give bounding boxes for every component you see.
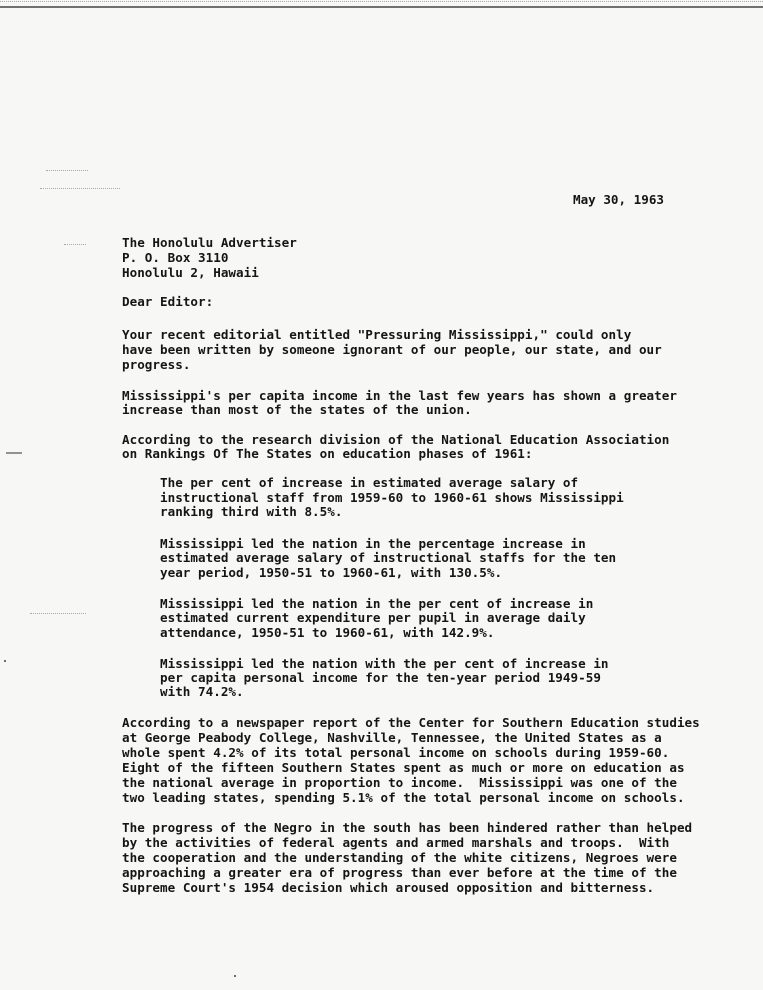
indented-line: Mississippi led the nation in the per cent of increase in: [160, 596, 594, 611]
paragraph-line: Eight of the fifteen Southern States spent as much or more on education as: [122, 760, 685, 775]
paragraph-line: Supreme Court's 1954 decision which aroused opposition and bitterness.: [122, 880, 655, 895]
top-edge-mark: [0, 1, 763, 2]
paragraph-line: approaching a greater era of progress than ever before at the time of the: [122, 865, 677, 880]
paragraph-line: at George Peabody College, Nashville, Tennessee, the United States as a: [122, 730, 662, 745]
indented-line: attendance, 1950-51 to 1960-61, with 142.9%.: [160, 625, 495, 640]
margin-dot: [234, 975, 236, 977]
paragraph-line: whole spent 4.2% of its total personal income on schools during 1959-60.: [122, 745, 670, 760]
salutation: Dear Editor:: [122, 294, 214, 309]
indented-line: The per cent of increase in estimated average salary of: [160, 475, 579, 490]
paragraph-line: two leading states, spending 5.1% of the total personal income on schools.: [122, 790, 685, 805]
indented-line: estimated average salary of instructional staffs for the ten: [160, 550, 617, 565]
letter-date: May 30, 1963: [573, 192, 664, 207]
margin-speck: [6, 452, 22, 454]
margin-speck: [30, 613, 86, 614]
indented-line: instructional staff from 1959-60 to 1960-61 shows Mississippi: [160, 490, 624, 505]
paragraph-line: progress.: [122, 357, 191, 372]
margin-speck: [40, 188, 120, 189]
paragraph-line: on Rankings Of The States on education phases of 1961:: [122, 446, 533, 461]
paragraph-line: The progress of the Negro in the south has been hindered rather than helped: [122, 820, 693, 835]
margin-dot: [4, 660, 6, 662]
indented-line: with 74.2%.: [160, 684, 244, 699]
indented-line: year period, 1950-51 to 1960-61, with 130.5%.: [160, 565, 503, 580]
top-edge-rule: [0, 6, 763, 8]
margin-speck: [46, 170, 88, 171]
indented-line: Mississippi led the nation in the percentage increase in: [160, 536, 586, 551]
address-line: Honolulu 2, Hawaii: [122, 265, 259, 280]
paragraph-line: the national average in proportion to income. Mississippi was one of the: [122, 775, 677, 790]
indented-line: Mississippi led the nation with the per cent of increase in: [160, 656, 609, 671]
indented-line: ranking third with 8.5%.: [160, 504, 343, 519]
paragraph-line: According to the research division of the National Education Association: [122, 432, 670, 447]
paragraph-line: the cooperation and the understanding of the white citizens, Negroes were: [122, 850, 677, 865]
indented-line: estimated current expenditure per pupil in average daily: [160, 610, 586, 625]
address-line: P. O. Box 3110: [122, 250, 229, 265]
paragraph-line: Mississippi's per capita income in the last few years has shown a greater: [122, 388, 677, 403]
paragraph-line: have been written by someone ignorant of our people, our state, and our: [122, 342, 662, 357]
paragraph-line: by the activities of federal agents and armed marshals and troops. With: [122, 835, 670, 850]
paragraph-line: According to a newspaper report of the Center for Southern Education studies: [122, 715, 700, 730]
indented-line: per capita personal income for the ten-year period 1949-59: [160, 670, 601, 685]
paragraph-line: increase than most of the states of the union.: [122, 402, 472, 417]
address-line: The Honolulu Advertiser: [122, 235, 297, 250]
margin-speck: [64, 244, 86, 245]
paragraph-line: Your recent editorial entitled "Pressuring Mississippi," could only: [122, 327, 632, 342]
